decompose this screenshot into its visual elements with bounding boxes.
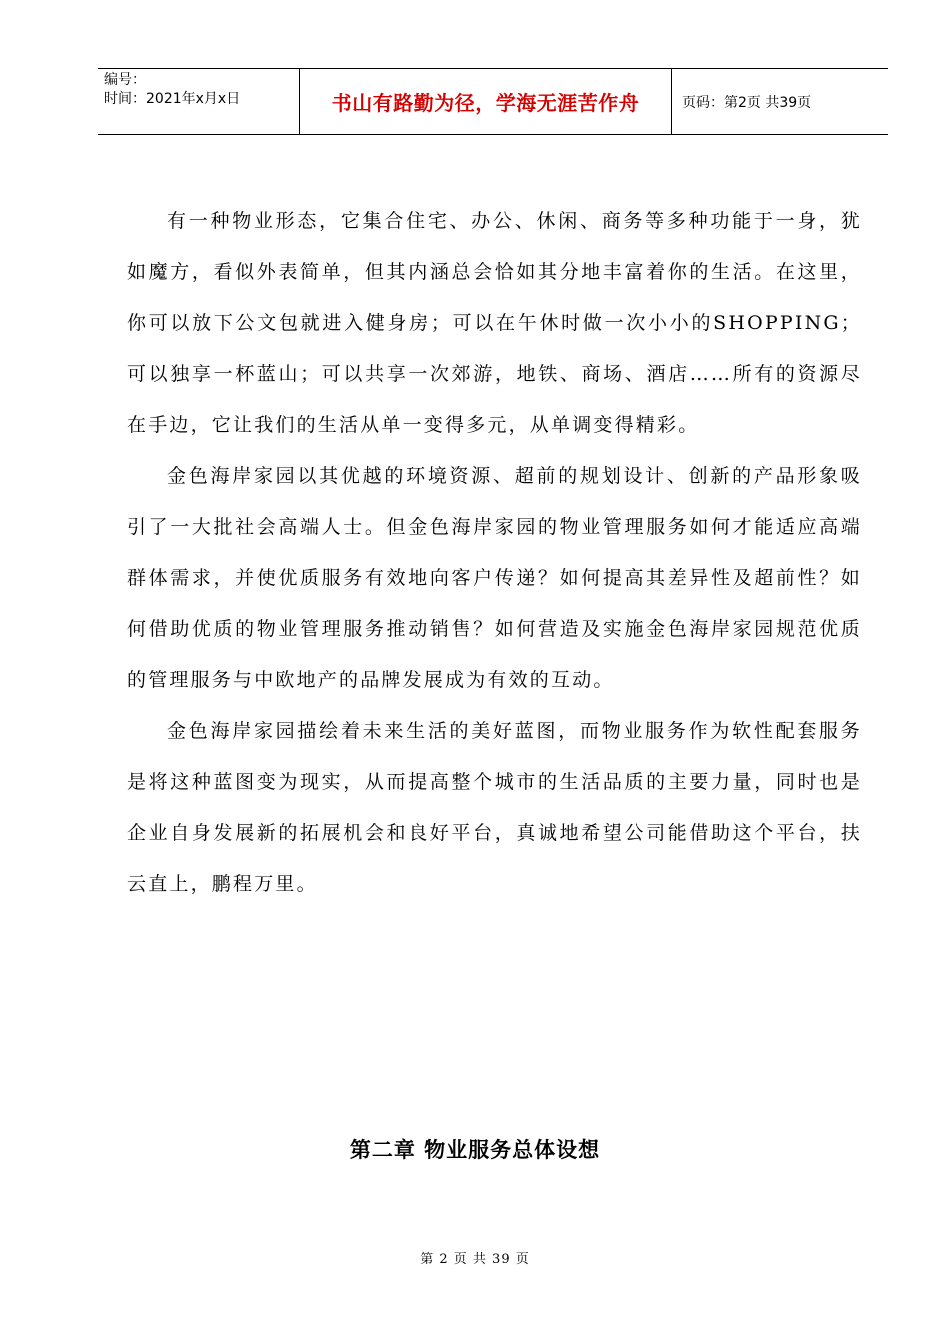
document-time-label: 时间：2021年x月x日 [104, 91, 241, 107]
chapter-title: 第二章 物业服务总体设想 [349, 1138, 601, 1162]
paragraph: 金色海岸家园以其优越的环境资源、超前的规划设计、创新的产品形象吸引了一大批社会高端人士。但金色海岸家园的物业管理服务如何才能适应高端群体需求，并使优质服务有效地向客户传递？如何提高其差异性及超前性？如何借助优质的物业管理服务推动销售？如何营造及实施金色海岸家园规范优质的管理服务与中欧地产的品牌发展成为有效的互动。 [127, 465, 862, 691]
page-header [98, 68, 888, 135]
body-text [127, 196, 862, 910]
header-meta [98, 69, 300, 134]
paragraph: 有一种物业形态，它集合住宅、办公、休闲、商务等多种功能于一身，犹如魔方，看似外表简单，但其内涵总会恰如其分地丰富着你的生活。在这里，你可以放下公文包就进入健身房；可以在午休时做一次小小的SHOPPING；可以独享一杯蓝山；可以共享一次郊游，地铁、商场、酒店……所有的资源尽在手边，它让我们的生活从单一变得多元，从单调变得精彩。 [127, 210, 862, 436]
paragraph: 金色海岸家园描绘着未来生活的美好蓝图，而物业服务作为软性配套服务是将这种蓝图变为现实，从而提高整个城市的生活品质的主要力量，同时也是企业自身发展新的拓展机会和良好平台，真诚地希望公司能借助这个平台，扶云直上，鹏程万里。 [127, 720, 862, 895]
document-number-label: 编号： [104, 72, 146, 88]
page-footer: 第 2 页 共 39 页 [420, 1252, 530, 1267]
header-motto: 书山有路勤为径，学海无涯苦作舟 [300, 69, 672, 134]
header-page-info: 页码：第2页 共39页 [682, 94, 812, 111]
